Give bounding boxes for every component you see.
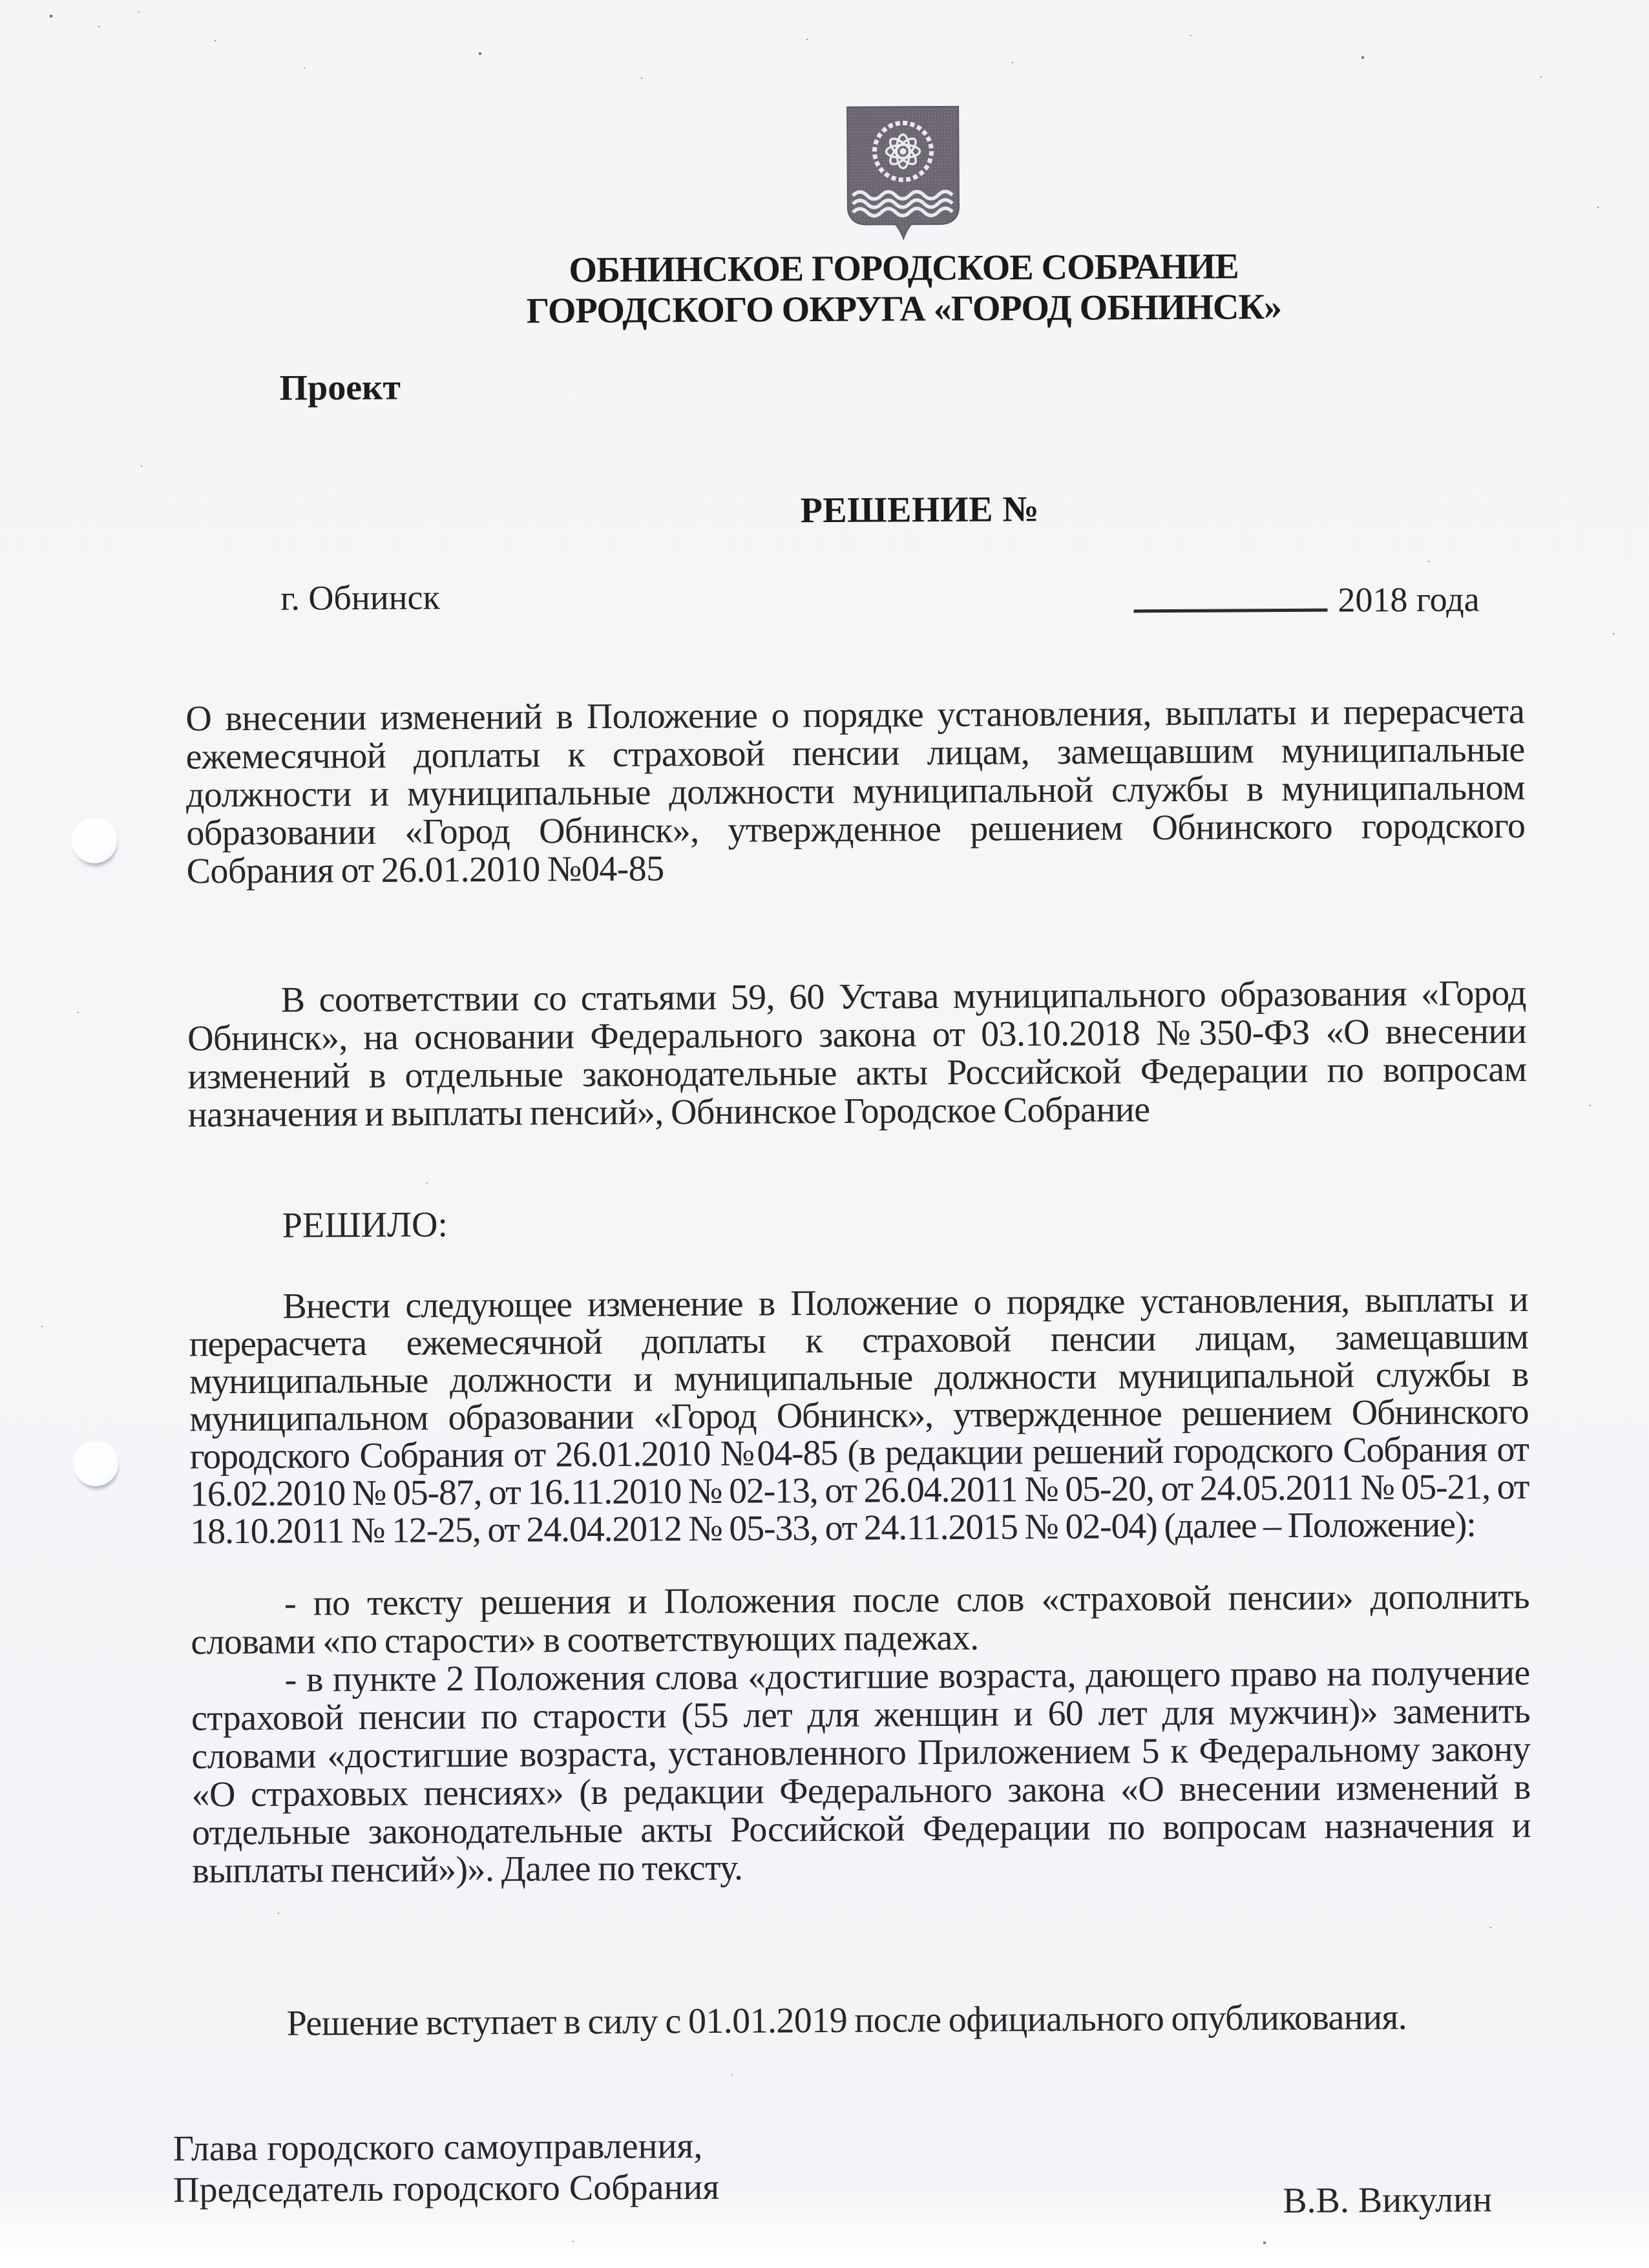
organization-name-line1: ОБНИНСКОЕ ГОРОДСКОЕ СОБРАНИЕ (569, 246, 1239, 291)
resolved-label: РЕШИЛО: (282, 1204, 448, 1246)
preamble-paragraph: В соответствии со статьями 59, 60 Устава муниципального образования «Город Обнинск», на основании Федерального закона от 03.10.2018 №350-ФЗ «О внесении изменений в отдельные законодательные акты Российской Федерации по вопросам назначения и выплаты пенсий», Обнинское Городское Собрание (187, 972, 1527, 1135)
shield-shape (847, 107, 959, 239)
effective-date-paragraph: Решение вступает в силу с 01.01.2019 после официального опубликования. (286, 1997, 1407, 2044)
signature-position-block (173, 2125, 720, 2211)
draft-label: Проект (279, 367, 401, 408)
organization-name-line2: ГОРОДСКОГО ОКРУГА «ГОРОД ОБНИНСК» (526, 287, 1282, 331)
subject-paragraph: О внесении изменений в Положение о порядке установления, выплаты и перерасчета ежемесячной доплаты к страховой пенсии лицам, замещавшим муниципальные должности и муниципальные должности муниципальной службы в муниципальном образовании «Город Обнинск», утвержденное решением Обнинского городского Собрания от 26.01.2010 №04-85 (185, 691, 1526, 892)
amendment-item: - в пункте 2 Положения слова «достигшие возраста, дающего право на получение страховой пенсии по старости (55 лет для женщин и 60 лет для мужчин)» заменить словами «достигшие возраста, установленного Приложением 5 к Федеральному закону «О страховых пенсиях» (в редакции Федерального закона «О внесении изменений в отдельные законодательные акты Российской Федерации по вопросам назначения и выплаты пенсий»)». Далее по тексту. (191, 1652, 1531, 1891)
amendments-block (191, 1578, 1531, 1891)
scan-noise (0, 0, 1, 1)
resolution-paragraph: Внести следующее изменение в Положение о порядке установления, выплаты и перерасчета ежемесячной доплаты к страховой пенсии лицам, замещавшим муниципальные должности и муниципальные должности муниципальной службы в муниципальном образовании «Город Обнинск», утвержденное решением Обнинского городского Собрания от 26.01.2010 №04-85 (в редакции решений городского Собрания от 16.02.2010 № 05-87, от 16.11.2010 № 02-13, от 26.04.2011 № 05-20, от 24.05.2011 № 05-21, от 18.10.2011 № 12-25, от 24.04.2012 № 05-33, от 24.11.2015 № 02-04) (далее – Положение): (189, 1279, 1529, 1552)
place-label: г. Обнинск (280, 578, 440, 618)
atom-core (899, 148, 906, 154)
date-line (1133, 571, 1480, 621)
signature-position-line2: Председатель городского Собрания (173, 2167, 720, 2210)
document-title: РЕШЕНИЕ № (800, 489, 1040, 531)
scan-bottom-edge (0, 2255, 1649, 2268)
date-blank-underline (1133, 572, 1327, 613)
date-year-label: 2018 года (1338, 580, 1480, 620)
coat-of-arms-emblem (843, 105, 963, 244)
signatory-name: В.В. Викулин (1283, 2179, 1493, 2221)
signature-position-line1: Глава городского самоуправления, (173, 2126, 703, 2169)
amendment-item: - по тексту решения и Положения после слов «страховой пенсии» дополнить словами «по старости» в соответствующих падежах. (191, 1576, 1530, 1663)
